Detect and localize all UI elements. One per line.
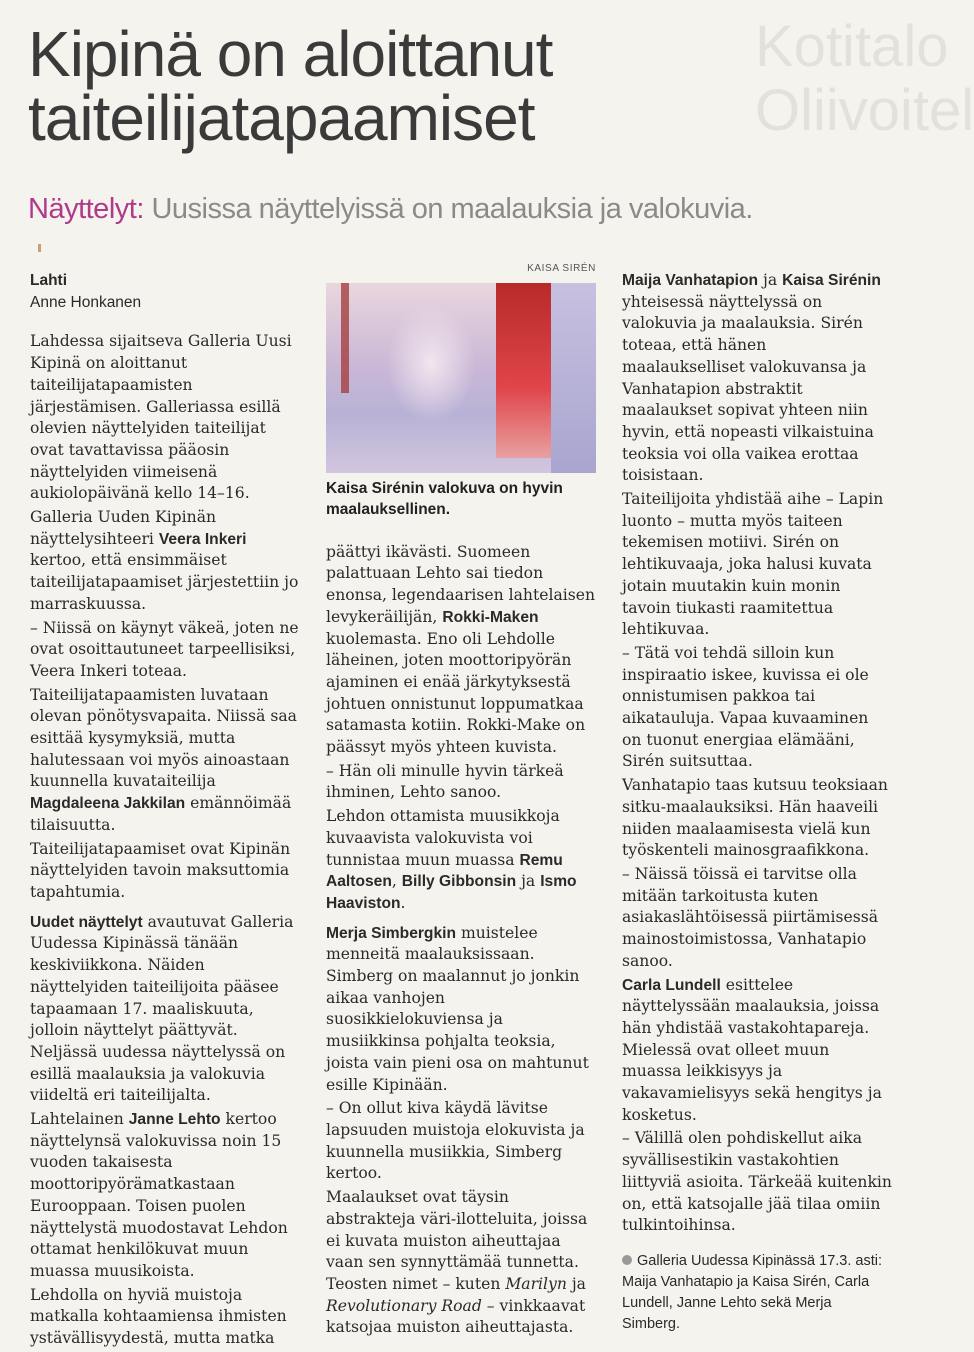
subhead-kicker: Näyttelyt: <box>28 193 144 225</box>
headline <box>28 18 648 154</box>
paragraph: – Välillä olen pohdiskellut aika syvällisestikin vastakohtien liittyviä asioita. Tärkeää kuitenkin on, että katsojalle jää tilaa omiin tulkintoihinsa. <box>622 1129 892 1235</box>
person-name: Kaisa Sirénin <box>782 272 881 289</box>
paragraph: – Hän oli minulle hyvin tärkeä ihminen, Lehto sanoo. <box>326 761 564 802</box>
paragraph: Maalaukset ovat täysin abstrakteja väri-ilotteluita, joissa ei kuvata muiston aiheuttajaa vaan sen synnyttämää tunnetta. Teosten nimet – kuten Marilyn ja Revolutionary Road – vinkkaavat katsojaa muiston aiheuttajasta. <box>326 1188 588 1337</box>
paragraph: Uudet näyttelyt avautuvat Galleria Uudessa Kipinässä tänään keskiviikkona. Näiden näyttelyiden taiteilijoita pääsee tapaamaan 17. maaliskuuta, jolloin näyttelyt päättyvät. Neljässä uudessa näyttelyssä on esillä maalauksia ja valokuvia viideltä eri taiteilijalta. <box>30 912 294 1105</box>
exhibition-info-text: Galleria Uudessa Kipinässä 17.3. asti: Maija Vanhatapio ja Kaisa Sirén, Carla Lundell, Janne Lehto sekä Merja Simberg. <box>622 1252 883 1332</box>
person-name: Janne Lehto <box>128 1111 221 1129</box>
bullet-icon <box>622 1255 632 1265</box>
exhibition-info-box <box>622 1251 892 1335</box>
person-name: Remu Aaltosen <box>326 851 563 891</box>
paragraph: – On ollut kiva käydä lävitse lapsuuden muistoja elokuvista ja kuunnella musiikkia, Simberg kertoo. <box>326 1099 585 1183</box>
article-column-2 <box>326 258 596 1341</box>
paragraph: päättyi ikävästi. Suomeen palattuaan Lehto sai tiedon enonsa, legendaarisen lahtelaisen levykeräilijän, Rokki-Maken kuolemasta. Eno oli Lehdolle läheinen, joten moottoripyörän ajaminen ei enää järkytyksestä johtuen onnistunut loppumatkaa satamasta kotiin. Rokki-Make on päässyt myös yhteen kuvista. <box>326 542 595 757</box>
paragraph: Taiteilijatapaamiset ovat Kipinän näyttelyiden tavoin maksuttomia tapahtumia. <box>30 839 291 901</box>
subheadline <box>28 193 908 226</box>
paragraph: Lahtelainen Janne Lehto kertoo näyttelynsä valokuvissa noin 15 vuoden takaisesta moottoripyörämatkastaan Eurooppaan. Toisen puolen näyttelystä muodostavat Lehdon ottamat henkilökuvat muun muassa muusikoista. <box>30 1110 288 1280</box>
paragraph: Taiteilijoita yhdistää aihe – Lapin luonto – mutta myös taiteen tekemisen motiivi. Sirén on lehtikuvaaja, joka halusi kuvata jotain muutakin kuin monin tavoin tiukasti raamitettua lehtikuvaa. <box>622 490 884 639</box>
person-name: Magdaleena Jakkilan <box>30 795 186 813</box>
paragraph: Merja Simbergkin muistelee menneitä maalauksissaan. Simberg on maalannut jo jonkin aikaa vanhojen suosikkielokuviensa ja musiikkinsa pohjalta teoksia, joista vain pieni osa on mahtunut esille Kipinään. <box>326 923 589 1094</box>
person-name: Carla Lundell <box>622 976 721 994</box>
person-name: Maija Vanhatapion <box>622 272 759 289</box>
person-name: Merja Simbergkin <box>326 924 456 942</box>
paragraph: Lehdon ottamista muusikkoja kuvaavista valokuvista voi tunnistaa muun muassa Remu Aaltosen, Billy Gibbonsin ja Ismo Haaviston. <box>326 807 577 912</box>
person-name: Rokki-Maken <box>442 608 539 626</box>
paragraph: Maija Vanhatapion ja Kaisa Sirénin yhteisessä näyttelyssä on valokuvia ja maalauksia. Sirén toteaa, että hänen maalaukselliset valokuvansa ja Vanhatapion abstraktit maalaukset sopivat yhteen niin hyvin, että nopeasti vilkaistuina teoksia voi olla vaikea erottaa toisistaan. <box>622 271 881 485</box>
article-column-3 <box>622 270 892 1335</box>
paragraph: – Näissä töissä ei tarvitse olla mitään tarkoitusta kuten asiakaslähtöisessä piirtämisessä mainostoimistossa, Vanhatapio sanoo. <box>622 864 879 970</box>
headline-line-2: taiteilijatapaamiset <box>28 82 535 154</box>
work-title: Revolutionary Road <box>326 1296 482 1315</box>
person-name: Billy Gibbonsin <box>401 873 517 891</box>
paragraph: – Tätä voi tehdä silloin kun inspiraatio iskee, kuvissa ei ole onnistumisen pakkoa tai aikatauluja. Vapaa kuvaaminen on tuonut energiaa elämääni, Sirén suitsuttaa. <box>622 643 869 771</box>
byline-place: Lahti <box>30 272 68 289</box>
photo-caption: Kaisa Sirénin valokuva on hyvin maalauksellinen. <box>326 479 563 518</box>
decorative-mark <box>38 244 41 252</box>
adjacent-article-ghost-text: Kotitalo Oliivoitel <box>755 14 974 143</box>
paragraph: Taiteilijatapaamisten luvataan olevan pönötysvapaita. Niissä saa esittää kysymyksiä, mutta halutessaan voi myös ainoastaan kuunnella kuvataiteilija Magdaleena Jakkilan emännöimää tilaisuutta. <box>30 685 297 834</box>
paragraph: Carla Lundell esittelee näyttelyssään maalauksia, joissa hän yhdistää vastakohtapareja. Mielessä ovat olleet muun muassa leikkisyys ja vakavamielisyys sekä hengitys ja kosketus. <box>622 975 882 1124</box>
article-photo <box>326 283 596 473</box>
paragraph: Lahdessa sijaitseva Galleria Uusi Kipinä on aloittanut taiteilijatapaamisten järjestämisen. Galleriassa esillä olevien näyttelyiden taiteilijat ovat tavattavissa pääosin näyttelyiden viimeisenä aukiolopäivänä kello 14–16. <box>30 332 292 503</box>
paragraph: Galleria Uuden Kipinän näyttelysihteeri Veera Inkeri kertoo, että ensimmäiset taiteilijatapaamiset järjestettiin jo marraskuussa. <box>30 508 299 613</box>
section-lead: Uudet näyttelyt <box>30 913 143 931</box>
work-title: Marilyn <box>505 1274 567 1293</box>
paragraph: Vanhatapio taas kutsuu teoksiaan sitku-maalauksiksi. Hän haaveili niiden maalaamisesta vielä kun työskenteli mainosgraafikkona. <box>622 776 888 860</box>
person-name: Ismo Haaviston <box>326 873 577 912</box>
photo-credit: KAISA SIRÉN <box>527 263 596 274</box>
headline-line-1: Kipinä on aloittanut <box>28 18 553 90</box>
person-name: Veera Inkeri <box>158 530 247 548</box>
byline-author: Anne Honkanen <box>30 293 142 311</box>
paragraph: – Niissä on käynyt väkeä, joten ne ovat osoittautuneet tarpeellisiksi, Veera Inkeri toteaa. <box>30 618 299 680</box>
paragraph: Lehdolla on hyviä muistoja matkalla kohtaamiensa ihmisten ystävällisyydestä, mutta matka <box>30 1285 287 1348</box>
article-column-1 <box>30 270 300 1352</box>
subhead-text: Uusissa näyttelyissä on maalauksia ja valokuvia. <box>151 193 753 225</box>
